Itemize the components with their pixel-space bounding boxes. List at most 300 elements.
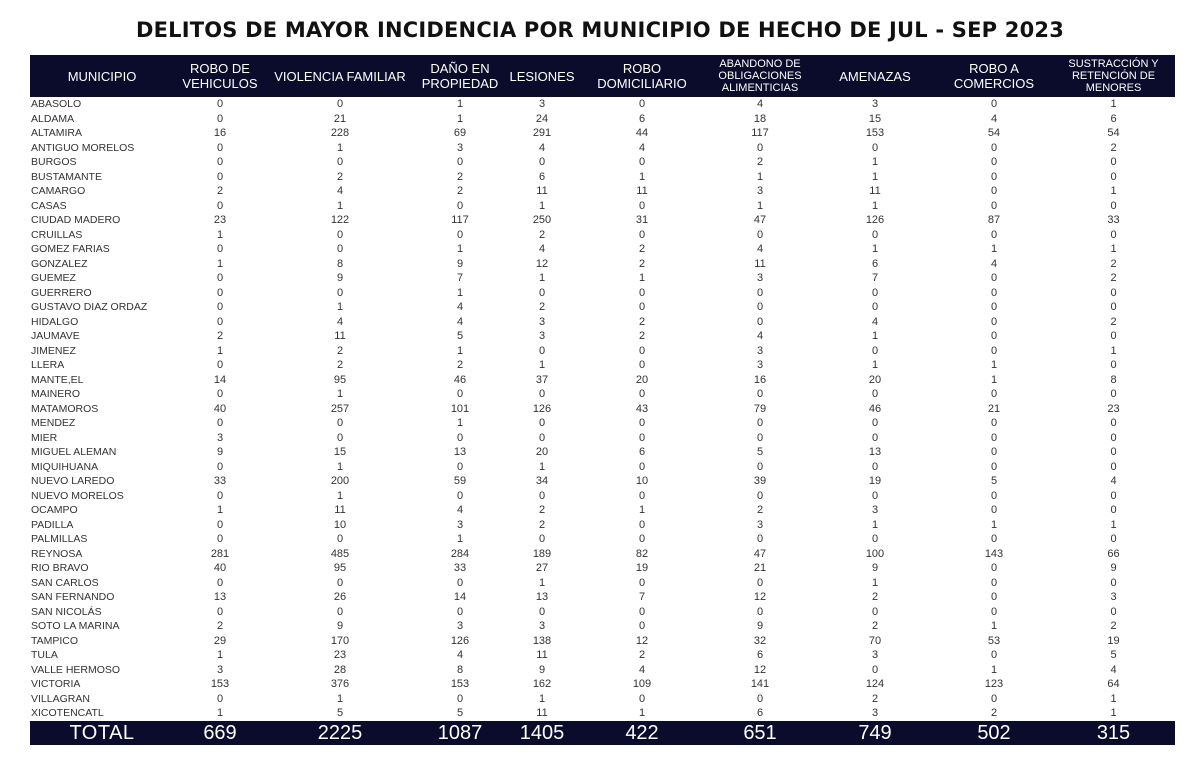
value-cell: 138 <box>532 634 552 647</box>
municipio-cell: GOMEZ FARIAS <box>31 243 110 255</box>
value-cell: 0 <box>638 228 646 241</box>
value-cell: 7 <box>871 272 879 284</box>
value-cell: 2 <box>456 359 464 371</box>
value-cell: 9 <box>216 446 224 458</box>
value-cell: 0 <box>990 286 998 299</box>
value-cell: 153 <box>865 127 885 139</box>
totals-label: TOTAL <box>30 721 174 745</box>
value-cell: 19 <box>635 562 649 574</box>
value-cell: 0 <box>216 112 224 125</box>
value-cell: 1 <box>538 272 546 284</box>
table-row <box>30 373 1175 388</box>
value-cell: 0 <box>456 605 464 618</box>
value-cell: 1 <box>456 417 464 429</box>
value-cell: 10 <box>333 518 347 531</box>
value-cell: 0 <box>456 388 464 400</box>
header-robo-domiciliario: ROBO DOMICILIARIO <box>578 55 706 97</box>
value-cell: 21 <box>333 112 347 125</box>
value-cell: 0 <box>1110 301 1117 313</box>
value-cell: 1 <box>538 692 546 705</box>
municipio-cell: ALTAMIRA <box>31 127 82 139</box>
value-cell: 47 <box>753 214 767 226</box>
municipio-cell: ANTIGUO MORELOS <box>31 141 135 154</box>
value-cell: 16 <box>753 373 767 386</box>
table-row <box>30 228 1175 243</box>
value-cell: 3 <box>456 141 464 154</box>
value-cell: 0 <box>990 533 998 545</box>
value-cell: 0 <box>990 649 998 661</box>
value-cell: 1 <box>336 141 344 154</box>
value-cell: 11 <box>869 185 881 197</box>
value-cell: 4 <box>756 98 764 110</box>
value-cell: 126 <box>865 214 885 226</box>
value-cell: 8 <box>336 257 344 270</box>
value-cell: 1 <box>871 359 879 371</box>
value-cell: 0 <box>538 344 546 357</box>
value-cell: 0 <box>216 156 224 168</box>
value-cell: 0 <box>871 344 879 357</box>
value-cell: 9 <box>756 620 764 632</box>
value-cell: 0 <box>216 315 224 328</box>
value-cell: 0 <box>756 692 764 705</box>
total-cell: 1405 <box>506 721 578 745</box>
value-cell: 143 <box>984 547 1004 560</box>
value-cell: 0 <box>871 301 879 313</box>
value-cell: 0 <box>990 141 998 154</box>
value-cell: 2 <box>1110 272 1117 284</box>
value-cell: 2 <box>216 620 224 632</box>
value-cell: 2 <box>1110 257 1117 270</box>
value-cell: 1 <box>1110 98 1117 110</box>
value-cell: 2 <box>638 330 646 342</box>
table-row <box>30 141 1175 156</box>
value-cell: 0 <box>1110 417 1117 429</box>
value-cell: 20 <box>535 446 549 458</box>
value-cell: 0 <box>990 98 998 110</box>
value-cell: 6 <box>756 649 764 661</box>
value-cell: 11 <box>754 257 766 270</box>
table-row <box>30 445 1175 460</box>
value-cell: 1 <box>638 707 646 719</box>
value-cell: 0 <box>990 692 998 705</box>
value-cell: 4 <box>456 649 464 661</box>
value-cell: 0 <box>216 141 224 154</box>
value-cell: 0 <box>990 170 998 183</box>
value-cell: 12 <box>635 634 649 647</box>
value-cell: 0 <box>990 576 998 589</box>
value-cell: 2 <box>1110 141 1117 154</box>
municipio-cell: GUERRERO <box>31 286 92 299</box>
value-cell: 14 <box>453 591 467 603</box>
value-cell: 0 <box>1110 605 1117 618</box>
value-cell: 40 <box>213 402 227 415</box>
table-row <box>30 474 1175 489</box>
table-row <box>30 286 1175 301</box>
value-cell: 33 <box>453 562 467 574</box>
value-cell: 11 <box>536 185 548 197</box>
value-cell: 2 <box>216 330 224 342</box>
value-cell: 4 <box>990 257 998 270</box>
value-cell: 0 <box>638 533 646 545</box>
value-cell: 40 <box>213 562 227 574</box>
table-row <box>30 663 1175 678</box>
value-cell: 21 <box>753 562 767 574</box>
value-cell: 6 <box>756 707 764 719</box>
value-cell: 6 <box>538 170 546 183</box>
municipio-cell: CAMARGO <box>31 185 86 197</box>
value-cell: 0 <box>756 141 764 154</box>
value-cell: 1 <box>1110 185 1117 197</box>
value-cell: 1 <box>336 301 344 313</box>
value-cell: 0 <box>538 388 546 400</box>
value-cell: 0 <box>1110 228 1117 241</box>
header-row <box>30 55 1175 97</box>
value-cell: 0 <box>456 692 464 705</box>
value-cell: 12 <box>753 663 767 676</box>
municipio-cell: CASAS <box>31 199 67 212</box>
value-cell: 257 <box>330 402 350 415</box>
value-cell: 1 <box>456 533 464 545</box>
value-cell: 33 <box>213 475 227 487</box>
value-cell: 1 <box>638 504 646 516</box>
value-cell: 2 <box>638 649 646 661</box>
municipio-cell: RIO BRAVO <box>31 562 89 574</box>
value-cell: 9 <box>336 620 344 632</box>
table-row <box>30 344 1175 359</box>
municipio-cell: SAN NICOLÁS <box>31 605 102 618</box>
value-cell: 0 <box>538 533 546 545</box>
value-cell: 39 <box>753 475 767 487</box>
municipio-cell: REYNOSA <box>31 547 83 560</box>
table-row <box>30 489 1175 504</box>
value-cell: 1 <box>216 228 224 241</box>
value-cell: 228 <box>330 127 350 139</box>
value-cell: 4 <box>456 315 464 328</box>
incidence-table <box>30 55 1175 745</box>
value-cell: 0 <box>990 562 998 574</box>
table-row <box>30 126 1175 141</box>
value-cell: 0 <box>990 388 998 400</box>
value-cell: 82 <box>635 547 649 560</box>
value-cell: 4 <box>756 330 764 342</box>
value-cell: 2 <box>871 692 879 705</box>
municipio-cell: GONZALEZ <box>31 257 88 270</box>
value-cell: 13 <box>868 446 882 458</box>
value-cell: 122 <box>330 214 350 226</box>
value-cell: 1 <box>336 692 344 705</box>
value-cell: 291 <box>532 127 552 139</box>
value-cell: 1 <box>456 286 464 299</box>
value-cell: 3 <box>456 518 464 531</box>
value-cell: 0 <box>336 431 344 444</box>
value-cell: 2 <box>1110 620 1117 632</box>
value-cell: 2 <box>1110 315 1117 328</box>
municipio-cell: BUSTAMANTE <box>31 170 102 183</box>
value-cell: 0 <box>638 518 646 531</box>
value-cell: 0 <box>638 489 646 502</box>
value-cell: 0 <box>756 315 764 328</box>
municipio-cell: GUSTAVO DIAZ ORDAZ <box>31 301 148 313</box>
value-cell: 27 <box>535 562 549 574</box>
value-cell: 53 <box>987 634 1001 647</box>
value-cell: 123 <box>984 678 1004 690</box>
value-cell: 14 <box>213 373 227 386</box>
value-cell: 2 <box>638 257 646 270</box>
value-cell: 4 <box>756 243 764 255</box>
table-body <box>30 97 1175 721</box>
value-cell: 0 <box>638 359 646 371</box>
value-cell: 4 <box>1110 663 1117 676</box>
value-cell: 46 <box>453 373 467 386</box>
municipio-cell: NUEVO MORELOS <box>31 489 124 502</box>
value-cell: 46 <box>868 402 882 415</box>
value-cell: 11 <box>334 330 346 342</box>
value-cell: 1 <box>538 460 546 473</box>
value-cell: 0 <box>336 533 344 545</box>
value-cell: 153 <box>210 678 230 690</box>
value-cell: 2 <box>871 620 879 632</box>
municipio-cell: GUEMEZ <box>31 272 76 284</box>
value-cell: 0 <box>336 243 344 255</box>
value-cell: 0 <box>638 286 646 299</box>
value-cell: 6 <box>638 112 646 125</box>
municipio-cell: OCAMPO <box>31 504 78 516</box>
value-cell: 0 <box>990 417 998 429</box>
value-cell: 189 <box>532 547 552 560</box>
value-cell: 0 <box>756 460 764 473</box>
value-cell: 0 <box>990 446 998 458</box>
value-cell: 126 <box>450 634 470 647</box>
value-cell: 0 <box>638 417 646 429</box>
value-cell: 2 <box>756 156 764 168</box>
municipio-cell: TAMPICO <box>31 634 79 647</box>
value-cell: 0 <box>1110 489 1117 502</box>
value-cell: 4 <box>638 663 646 676</box>
value-cell: 0 <box>456 431 464 444</box>
value-cell: 13 <box>453 446 467 458</box>
totals-row <box>30 721 1175 745</box>
table-row <box>30 199 1175 214</box>
value-cell: 0 <box>638 388 646 400</box>
value-cell: 9 <box>1110 562 1117 574</box>
table-row <box>30 692 1175 707</box>
municipio-cell: NUEVO LAREDO <box>31 475 115 487</box>
value-cell: 16 <box>213 127 227 139</box>
value-cell: 3 <box>756 344 764 357</box>
value-cell: 0 <box>756 431 764 444</box>
table-row <box>30 605 1175 620</box>
table-row <box>30 300 1175 315</box>
municipio-cell: PALMILLAS <box>31 533 88 545</box>
table-row <box>30 184 1175 199</box>
value-cell: 1 <box>336 388 344 400</box>
value-cell: 10 <box>635 475 649 487</box>
value-cell: 13 <box>535 591 549 603</box>
value-cell: 0 <box>336 228 344 241</box>
value-cell: 2 <box>990 707 998 719</box>
value-cell: 281 <box>210 547 230 560</box>
value-cell: 1 <box>216 707 224 719</box>
value-cell: 0 <box>990 431 998 444</box>
incidence-table-wrapper <box>30 55 1175 745</box>
value-cell: 20 <box>635 373 649 386</box>
value-cell: 29 <box>213 634 227 647</box>
value-cell: 0 <box>216 388 224 400</box>
value-cell: 1 <box>990 620 998 632</box>
value-cell: 170 <box>330 634 350 647</box>
value-cell: 1 <box>638 272 646 284</box>
value-cell: 1 <box>990 663 998 676</box>
value-cell: 13 <box>213 591 227 603</box>
value-cell: 4 <box>456 301 464 313</box>
municipio-cell: JIMENEZ <box>31 344 76 357</box>
value-cell: 4 <box>456 504 464 516</box>
value-cell: 5 <box>990 475 998 487</box>
value-cell: 0 <box>456 199 464 212</box>
value-cell: 100 <box>865 547 885 560</box>
value-cell: 0 <box>871 228 879 241</box>
value-cell: 2 <box>538 301 546 313</box>
value-cell: 0 <box>456 576 464 589</box>
municipio-cell: SAN CARLOS <box>31 576 99 589</box>
value-cell: 0 <box>216 359 224 371</box>
value-cell: 24 <box>535 112 549 125</box>
header-municipio: MUNICIPIO <box>30 55 174 97</box>
value-cell: 3 <box>756 359 764 371</box>
value-cell: 0 <box>638 199 646 212</box>
value-cell: 200 <box>330 475 350 487</box>
value-cell: 2 <box>456 185 464 197</box>
value-cell: 0 <box>216 286 224 299</box>
value-cell: 0 <box>216 243 224 255</box>
value-cell: 141 <box>750 678 770 690</box>
value-cell: 12 <box>753 591 767 603</box>
municipio-cell: ALDAMA <box>31 112 75 125</box>
table-row <box>30 677 1175 692</box>
table-row <box>30 315 1175 330</box>
value-cell: 1 <box>216 504 224 516</box>
value-cell: 3 <box>456 620 464 632</box>
value-cell: 0 <box>216 98 224 110</box>
value-cell: 0 <box>638 620 646 632</box>
value-cell: 20 <box>868 373 882 386</box>
value-cell: 0 <box>336 156 344 168</box>
table-row <box>30 387 1175 402</box>
value-cell: 0 <box>216 460 224 473</box>
value-cell: 1 <box>1110 243 1117 255</box>
value-cell: 3 <box>756 272 764 284</box>
value-cell: 0 <box>871 533 879 545</box>
value-cell: 2 <box>638 315 646 328</box>
value-cell: 0 <box>216 272 224 284</box>
value-cell: 0 <box>871 417 879 429</box>
header-robo-comercios: ROBO A COMERCIOS <box>936 55 1052 97</box>
value-cell: 54 <box>1107 127 1120 139</box>
value-cell: 0 <box>1110 504 1117 516</box>
value-cell: 1 <box>871 576 879 589</box>
header-abandono-obligaciones: ABANDONO DE OBLIGACIONES ALIMENTICIAS <box>706 55 814 97</box>
value-cell: 23 <box>213 214 227 226</box>
value-cell: 1 <box>871 199 879 212</box>
value-cell: 0 <box>990 185 998 197</box>
value-cell: 0 <box>756 417 764 429</box>
total-cell: 422 <box>578 721 706 745</box>
value-cell: 19 <box>1107 634 1120 647</box>
table-header <box>30 55 1175 97</box>
value-cell: 0 <box>871 431 879 444</box>
value-cell: 0 <box>456 460 464 473</box>
value-cell: 0 <box>1110 431 1117 444</box>
value-cell: 0 <box>871 489 879 502</box>
municipio-cell: MATAMOROS <box>31 402 99 415</box>
value-cell: 376 <box>330 678 350 690</box>
value-cell: 1 <box>990 243 998 255</box>
value-cell: 1 <box>538 359 546 371</box>
value-cell: 33 <box>1107 214 1120 226</box>
value-cell: 1 <box>990 359 998 371</box>
value-cell: 1 <box>871 518 879 531</box>
value-cell: 1 <box>216 344 224 357</box>
value-cell: 59 <box>453 475 467 487</box>
value-cell: 23 <box>1107 402 1120 415</box>
value-cell: 0 <box>216 301 224 313</box>
value-cell: 1 <box>336 199 344 212</box>
value-cell: 1 <box>638 170 646 183</box>
table-row <box>30 112 1175 127</box>
value-cell: 0 <box>1110 460 1117 473</box>
municipio-cell: MENDEZ <box>31 417 76 429</box>
table-row <box>30 648 1175 663</box>
total-cell: 651 <box>706 721 814 745</box>
value-cell: 0 <box>871 286 879 299</box>
value-cell: 0 <box>1110 199 1117 212</box>
value-cell: 153 <box>450 678 470 690</box>
value-cell: 1 <box>871 170 879 183</box>
value-cell: 0 <box>1110 446 1117 458</box>
value-cell: 5 <box>456 707 464 719</box>
table-row <box>30 590 1175 605</box>
value-cell: 5 <box>1110 649 1117 661</box>
municipio-cell: JAUMAVE <box>31 330 80 342</box>
municipio-cell: MANTE,EL <box>31 373 84 386</box>
value-cell: 4 <box>336 315 344 328</box>
value-cell: 34 <box>535 475 549 487</box>
value-cell: 1 <box>538 576 546 589</box>
value-cell: 0 <box>1110 388 1117 400</box>
value-cell: 0 <box>336 417 344 429</box>
value-cell: 23 <box>333 649 347 661</box>
table-footer <box>30 721 1175 745</box>
value-cell: 54 <box>987 127 1001 139</box>
value-cell: 0 <box>216 199 224 212</box>
value-cell: 0 <box>538 286 546 299</box>
value-cell: 1 <box>1110 707 1117 719</box>
value-cell: 11 <box>536 707 548 719</box>
value-cell: 1 <box>336 489 344 502</box>
table-row <box>30 547 1175 562</box>
value-cell: 0 <box>216 692 224 705</box>
value-cell: 109 <box>632 678 652 690</box>
value-cell: 32 <box>753 634 767 647</box>
header-lesiones: LESIONES <box>506 55 578 97</box>
value-cell: 2 <box>538 228 546 241</box>
value-cell: 1 <box>216 649 224 661</box>
header-amenazas: AMENAZAS <box>814 55 936 97</box>
table-row <box>30 619 1175 634</box>
value-cell: 66 <box>1107 547 1120 560</box>
value-cell: 69 <box>453 127 467 139</box>
total-cell: 315 <box>1052 721 1175 745</box>
